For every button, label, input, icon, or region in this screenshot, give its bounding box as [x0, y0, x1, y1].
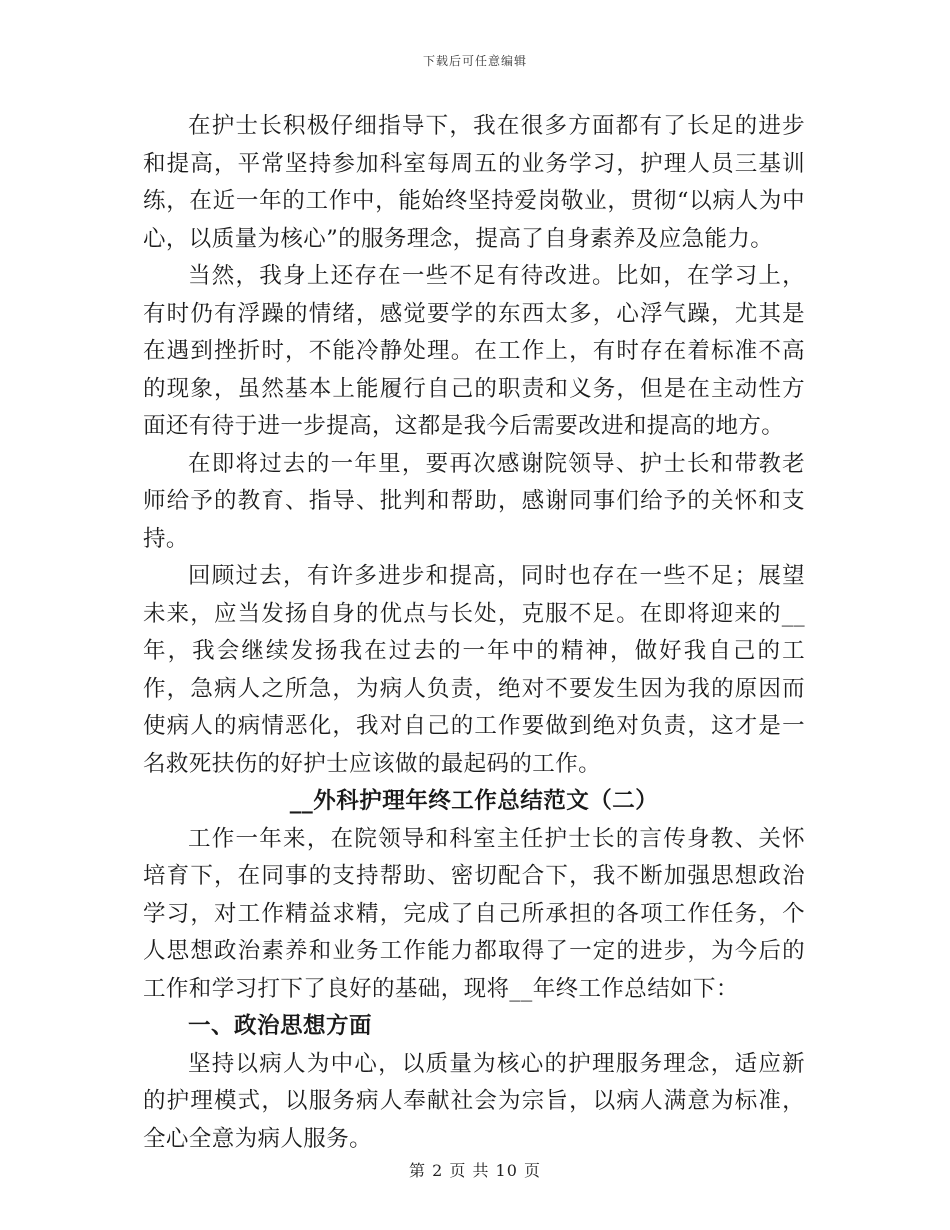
paragraph-2: 当然，我身上还存在一些不足有待改进。比如，在学习上，有时仍有浮躁的情绪，感觉要学的东西太多，心浮气躁，尤其是在遇到挫折时，不能冷静处理。在工作上，有时存在着标准不高的现象，虽然基本上能履行自己的职责和义务，但是在主动性方面还有待于进一步提高，这都是我今后需要改进和提高的地方。	[143, 263, 805, 439]
paragraph-1: 在护士长积极仔细指导下，我在很多方面都有了长足的进步和提高，平常坚持参加科室每周五的业务学习，护理人员三基训练，在近一年的工作中，能始终坚持爱岗敬业，贯彻“以病人为中心，以质量为核心”的服务理念，提高了自身素养及应急能力。	[143, 113, 805, 252]
paragraph-intro: 工作一年来，在院领导和科室主任护士长的言传身教、关怀培育下，在同事的支持帮助、密切配合下，我不断加强思想政治学习，对工作精益求精，完成了自己所承担的各项工作任务，个人思想政治素养和业务工作能力都取得了一定的进步，为今后的工作和学习打下了良好的基础，现将__年终工作总结如下：	[143, 825, 805, 1002]
page-number: 第 2 页 共 10 页	[409, 1161, 541, 1180]
subheading-politics: 一、政治思想方面	[188, 1013, 373, 1039]
paragraph-4: 回顾过去，有许多进步和提高，同时也存在一些不足；展望未来，应当发扬自身的优点与长处，克服不足。在即将迎来的__年，我会继续发扬我在过去的一年中的精神，做好我自己的工作，急病人之所急，为病人负责，绝对不要发生因为我的原因而使病人的病情恶化，我对自己的工作要做到绝对负责，这才是一名救死扶伤的好护士应该做的最起码的工作。	[143, 563, 805, 777]
paragraph-3: 在即将过去的一年里，要再次感谢院领导、护士长和带教老师给予的教育、指导、批判和帮助，感谢同事们给予的关怀和支持。	[143, 450, 805, 552]
document-body	[143, 108, 805, 1158]
paragraph-politics: 坚持以病人为中心，以质量为核心的护理服务理念，适应新的护理模式，以服务病人奉献社会为宗旨，以病人满意为标准，全心全意为病人服务。	[143, 1050, 805, 1152]
page-header: 下载后可任意编辑	[422, 54, 527, 68]
section-title: __外科护理年终工作总结范文（二）	[289, 788, 659, 814]
